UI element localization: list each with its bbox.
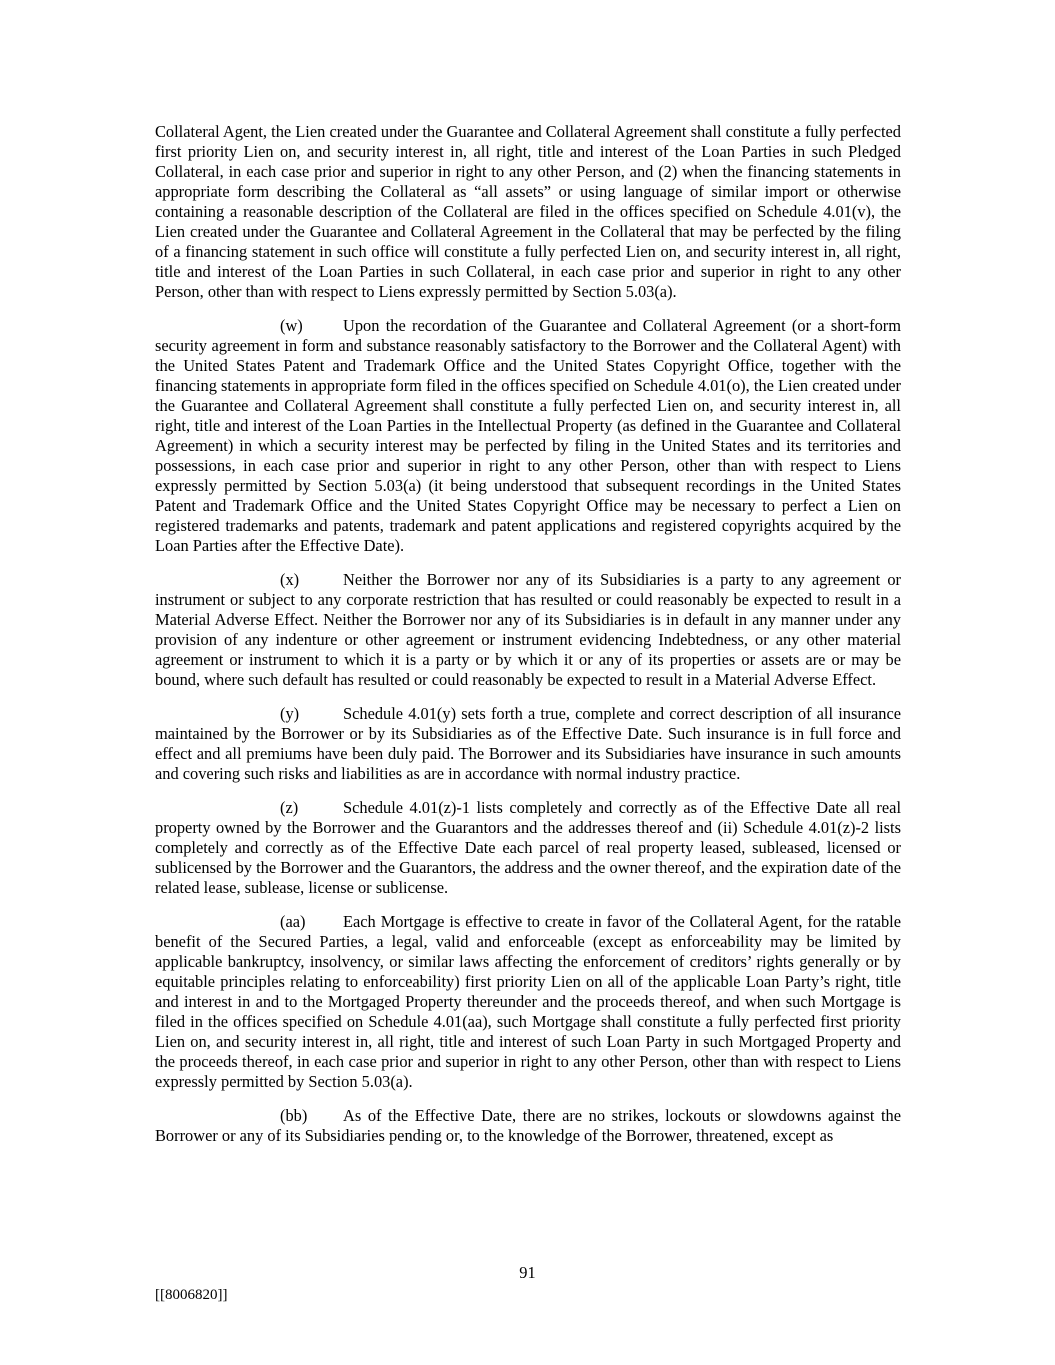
- paragraph: [155, 570, 901, 690]
- document-tag: [[8006820]]: [155, 1287, 228, 1303]
- paragraph-text: Neither the Borrower nor any of its Subsidiaries is a party to any agreement or instrument or subject to any corporate restriction that has resulted or could reasonably be expected to result in a Material Adverse Effect. Neither the Borrower nor any of its Subsidiaries is in default in any manner under any provision of any indenture or other agreement or instrument evidencing Indebtedness, or any other material agreement or instrument to which it is a party or by which it or any of its properties or assets are or may be bound, where such default has resulted or could reasonably be expected to result in a Material Adverse Effect.: [155, 570, 901, 689]
- paragraph-label: (w): [280, 316, 303, 335]
- paragraph: [155, 1106, 901, 1146]
- paragraph-text: Collateral Agent, the Lien created under the Guarantee and Collateral Agreement shall constitute a fully perfected first priority Lien on, and security interest in, all right, title and interest of the Loan Parties in such Pledged Collateral, in each case prior and superior in right to any other Person, and (2) when the financing statements in appropriate form describing the Collateral as “all assets” or using language of similar import or otherwise containing a reasonable description of the Collateral are filed in the offices specified on Schedule 4.01(v), the Lien created under the Guarantee and Collateral Agreement in the Collateral that may be perfected by the filing of a financing statement in such office will constitute a fully perfected Lien on, and security interest in, all right, title and interest of the Loan Parties in such Collateral, in each case prior and superior in right to any other Person, other than with respect to Liens expressly permitted by Section 5.03(a).: [155, 122, 901, 301]
- paragraph-label: (z): [280, 798, 299, 817]
- paragraph-label: (bb): [280, 1106, 308, 1125]
- paragraph-text: Schedule 4.01(y) sets forth a true, complete and correct description of all insurance maintained by the Borrower or by its Subsidiaries as of the Effective Date. Such insurance is in full force and effect and all premiums have been duly paid. The Borrower and its Subsidiaries have insurance in such amounts and covering such risks and liabilities as are in accordance with normal industry practice.: [155, 704, 901, 783]
- document-body: [155, 122, 901, 1160]
- paragraph-text: Schedule 4.01(z)-1 lists completely and correctly as of the Effective Date all real property owned by the Borrower and the Guarantors and the addresses thereof and (ii) Schedule 4.01(z)-2 lists completely and correctly as of the Effective Date each parcel of real property leased, subleased, licensed or sublicensed by the Borrower and the Guarantors, the address and the owner thereof, and the expiration date of the related lease, sublease, license or sublicense.: [155, 798, 901, 897]
- paragraph: [155, 122, 901, 302]
- page-number: 91: [519, 1263, 536, 1282]
- paragraph-label: (y): [280, 704, 300, 723]
- paragraph: [155, 912, 901, 1092]
- paragraph: [155, 316, 901, 556]
- paragraph-text: Each Mortgage is effective to create in favor of the Collateral Agent, for the ratable benefit of the Secured Parties, a legal, valid and enforceable (except as enforceability may be limited by applicable bankruptcy, insolvency, or similar laws affecting the enforcement of creditors’ rights generally or by equitable principles relating to enforceability) first priority Lien on all of the applicable Loan Party’s right, title and interest in and to the Mortgaged Property thereunder and the proceeds thereof, and when such Mortgage is filed in the offices specified on Schedule 4.01(aa), such Mortgage shall constitute a fully perfected first priority Lien on, and security interest in, all right, title and interest of such Loan Party in such Mortgaged Property and the proceeds thereof, in each case prior and superior in right to any other Person, other than with respect to Liens expressly permitted by Section 5.03(a).: [155, 912, 901, 1091]
- paragraph-text: Upon the recordation of the Guarantee and Collateral Agreement (or a short-form security agreement in form and substance reasonably satisfactory to the Borrower and the Collateral Agent) with the United States Patent and Trademark Office and the United States Copyright Office, together with the financing statements in appropriate form filed in the offices specified on Schedule 4.01(o), the Lien created under the Guarantee and Collateral Agreement shall constitute a fully perfected Lien on, and security interest in, all right, title and interest of the Loan Parties in the Intellectual Property (as defined in the Guarantee and Collateral Agreement) in which a security interest may be perfected by filing in the United States and its territories and possessions, in each case prior and superior in right to any other Person, other than with respect to Liens expressly permitted by Section 5.03(a) (it being understood that subsequent recordings in the United States Patent and Trademark Office and the United States Copyright Office may be necessary to perfect a Lien on registered trademarks and patents, trademark and patent applications and registered copyrights acquired by the Loan Parties after the Effective Date).: [155, 316, 901, 555]
- paragraph-label: (x): [280, 570, 300, 589]
- paragraph-text: As of the Effective Date, there are no strikes, lockouts or slowdowns against the Borrower or any of its Subsidiaries pending or, to the knowledge of the Borrower, threatened, except as: [155, 1106, 901, 1145]
- paragraph: [155, 798, 901, 898]
- paragraph-label: (aa): [280, 912, 306, 931]
- paragraph: [155, 704, 901, 784]
